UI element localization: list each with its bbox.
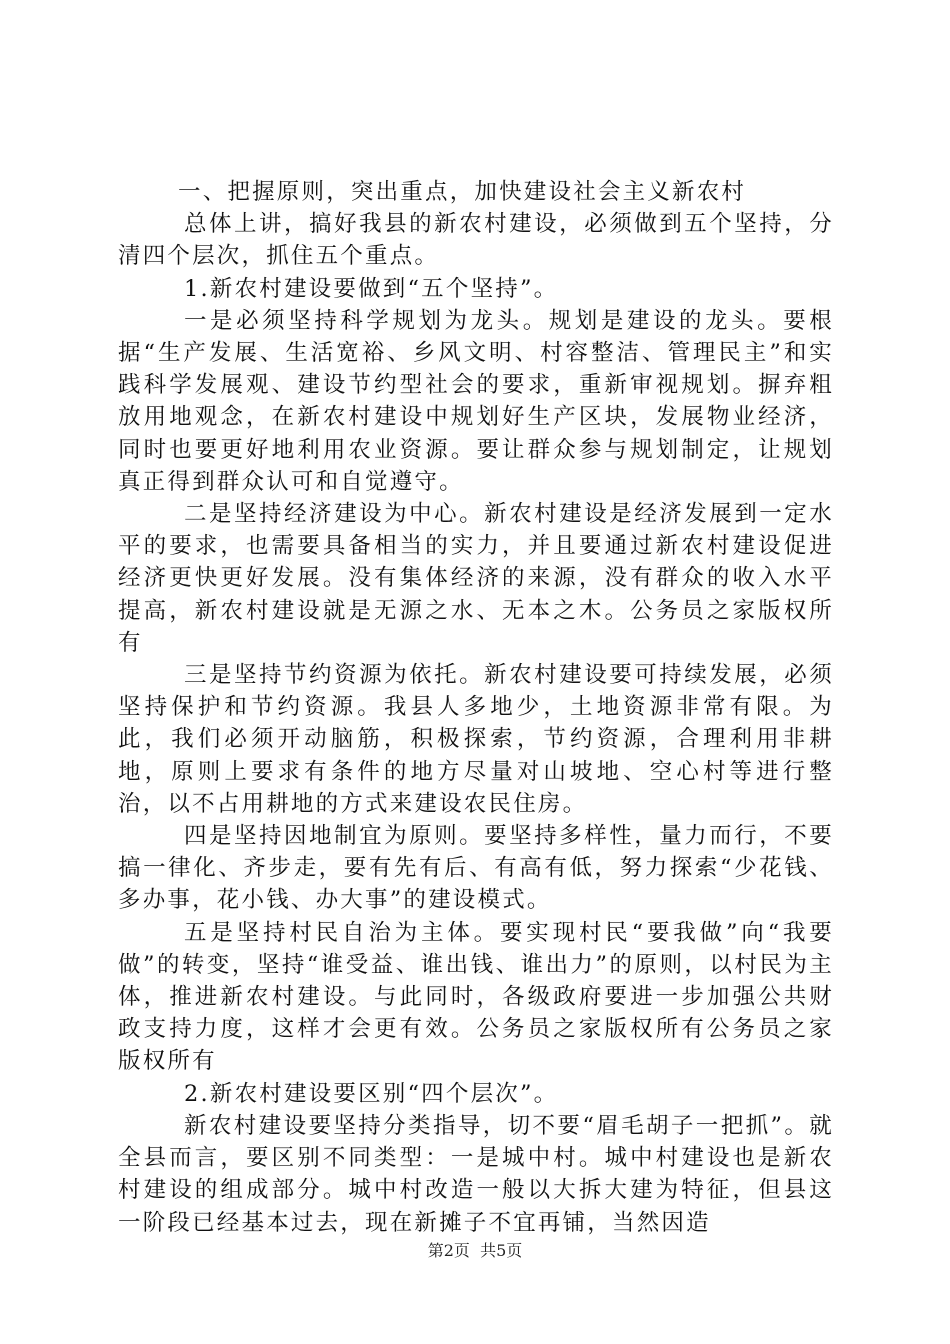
- page-number: 第2页: [427, 1241, 470, 1260]
- paragraph-third-point: 三是坚持节约资源为依托。新农村建设要可持续发展，必须坚持保护和节约资源。我县人多地少，土地资源非常有限。为此，我们必须开动脑筋，积极探索，节约资源，合理利用非耕地，原则上要求有条件的地方尽量对山坡地、空心村等进行整治，以不占用耕地的方式来建设农民住房。: [118, 662, 834, 817]
- section-heading: 一、把握原则，突出重点，加快建设社会主义新农村: [178, 179, 747, 205]
- subheading-four-levels: 2.新农村建设要区别“四个层次”。: [184, 1080, 559, 1107]
- paragraph-overview: 总体上讲，搞好我县的新农村建设，必须做到五个坚持，分清四个层次，抓住五个重点。: [118, 211, 834, 270]
- paragraph-first-point: 一是必须坚持科学规划为龙头。规划是建设的龙头。要根据“生产发展、生活宽裕、乡风文明、村容整洁、管理民主”和实践科学发展观、建设节约型社会的要求，重新审视规划。摒弃粗放用地观念，在新农村建设中规划好生产区块，发展物业经济，同时也要更好地利用农业资源。要让群众参与规划制定，让规划真正得到群众认可和自觉遵守。: [118, 307, 834, 495]
- page-footer: [0, 1241, 950, 1261]
- page-total: 共5页: [480, 1241, 523, 1260]
- paragraph-second-point: 二是坚持经济建设为中心。新农村建设是经济发展到一定水平的要求，也需要具备相当的实力，并且要通过新农村建设促进经济更快更好发展。没有集体经济的来源，没有群众的收入水平提高，新农村建设就是无源之水、无本之木。公务员之家版权所有: [118, 501, 834, 656]
- paragraph-fourth-point: 四是坚持因地制宜为原则。要坚持多样性，量力而行，不要搞一律化、齐步走，要有先有后、有高有低，努力探索“少花钱、多办事，花小钱、办大事”的建设模式。: [118, 823, 834, 914]
- paragraph-classification: 新农村建设要坚持分类指导，切不要“眉毛胡子一把抓”。就全县而言，要区别不同类型：一是城中村。城中村建设也是新农村建设的组成部分。城中村改造一般以大拆大建为特征，但县这一阶段已经基本过去，现在新摊子不宜再铺，当然因造: [118, 1112, 834, 1236]
- paragraph-fifth-point: 五是坚持村民自治为主体。要实现村民“要我做”向“我要做”的转变，坚持“谁受益、谁出钱、谁出力”的原则，以村民为主体，推进新农村建设。与此同时，各级政府要进一步加强公共财政支持力度，这样才会更有效。公务员之家版权所有公务员之家版权所有: [118, 919, 834, 1075]
- document-body: [118, 176, 834, 1239]
- subheading-five-persistences: 1.新农村建设要做到“五个坚持”。: [184, 275, 559, 302]
